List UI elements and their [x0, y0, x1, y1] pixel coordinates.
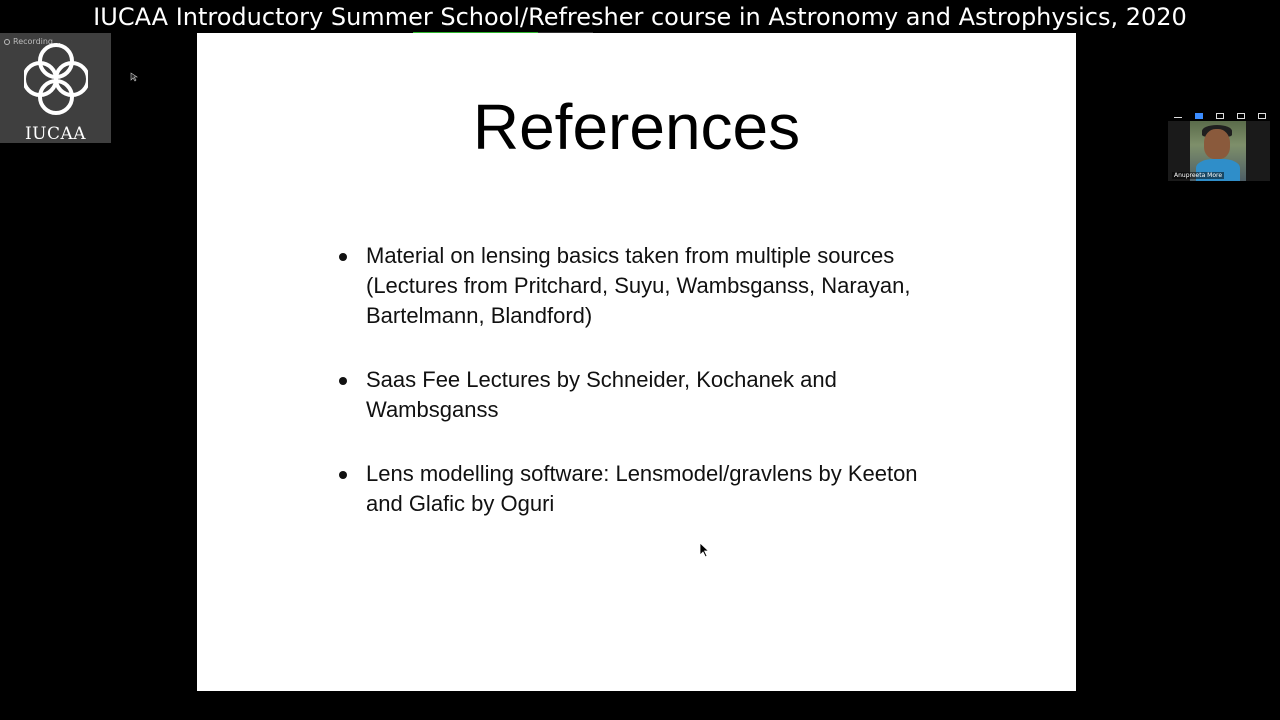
minimize-icon[interactable] — [1174, 115, 1182, 118]
reference-list — [339, 241, 939, 553]
participant-name: Anupreeta More — [1174, 172, 1223, 179]
slide-title: References — [472, 91, 801, 163]
grid-view-icon[interactable] — [1237, 113, 1245, 119]
fullscreen-icon[interactable] — [1258, 113, 1266, 119]
iucaa-logo — [0, 33, 111, 143]
small-pointer-icon — [130, 72, 138, 82]
recording-label: Recording... — [13, 37, 61, 46]
iucaa-knot-logo-icon — [24, 39, 88, 123]
recording-icon — [4, 39, 10, 45]
speaker-view-icon[interactable] — [1195, 113, 1203, 119]
list-item: Saas Fee Lectures by Schneider, Kochanek and Wambsganss — [339, 365, 939, 425]
logo-brand-text: IUCAA — [24, 124, 87, 144]
list-item: Material on lensing basics taken from multiple sources (Lectures from Pritchard, Suyu, Wambsganss, Narayan, Bartelmann, Blandford) — [339, 241, 939, 331]
gallery-view-icon[interactable] — [1216, 113, 1224, 119]
video-panel-controls — [1170, 111, 1270, 121]
list-item: Lens modelling software: Lensmodel/gravlens by Keeton and Glafic by Oguri — [339, 459, 939, 519]
stream-banner-title: IUCAA Introductory Summer School/Refresher course in Astronomy and Astrophysics, 2020 — [93, 3, 1187, 31]
mouse-pointer-icon — [699, 542, 709, 558]
presentation-slide — [197, 33, 1076, 691]
participant-video-thumbnail[interactable] — [1168, 121, 1270, 181]
